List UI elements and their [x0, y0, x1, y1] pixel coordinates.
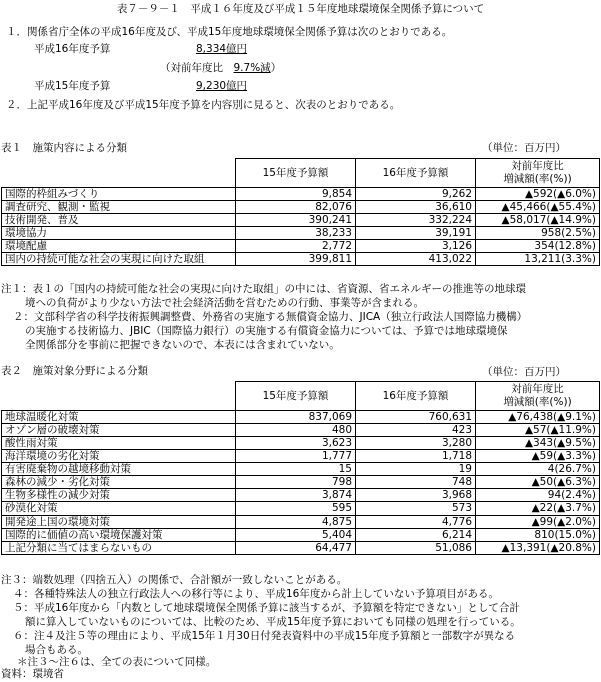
fy16-cell: 573 — [356, 502, 476, 515]
table2-header-diff-line2: 増減額(率(%)) — [503, 396, 572, 408]
table1-unit: （単位：百万円） — [482, 142, 566, 154]
table1-caption: 表１ 施策内容による分類 — [1, 142, 127, 154]
diff-cell: ▲592(▲6.0%) — [476, 188, 600, 201]
note-6-line2: 場合もある。 — [25, 644, 88, 656]
table-row — [2, 188, 600, 201]
row-label: 砂漠化対策 — [2, 502, 236, 515]
row-label: 調査研究、観測・監視 — [2, 201, 236, 214]
budget-ratio-prefix: （対前年度比 — [160, 62, 223, 74]
note-2-line3: 全関係部分を事前に把握できないので、本表には含まれていない。 — [25, 339, 340, 351]
table-row — [2, 424, 600, 437]
table1-header-diff — [476, 159, 600, 188]
fy16-cell: 9,262 — [356, 188, 476, 201]
fy15-cell: 798 — [236, 476, 356, 489]
fy15-cell: 3,623 — [236, 437, 356, 450]
fy16-cell: 1,718 — [356, 450, 476, 463]
table-row — [2, 502, 600, 515]
fy16-cell: 413,022 — [356, 253, 476, 266]
table2-header-diff-line1: 対前年度比 — [511, 383, 564, 395]
diff-cell: ▲13,391(▲20.8%) — [476, 541, 600, 554]
table1-header-blank — [2, 159, 236, 188]
fy15-cell: 5,404 — [236, 528, 356, 541]
row-label: 上記分類に当てはまらないもの — [2, 541, 236, 554]
fy16-cell: 36,610 — [356, 201, 476, 214]
table-row — [2, 489, 600, 502]
fy16-cell: 51,086 — [356, 541, 476, 554]
row-label: 有害廃棄物の越境移動対策 — [2, 463, 236, 476]
table1-header-row — [2, 159, 600, 188]
fy15-cell: 595 — [236, 502, 356, 515]
row-label: 国際的に価値の高い環境保護対策 — [2, 528, 236, 541]
fy16-cell: 4,776 — [356, 515, 476, 528]
table-row — [2, 437, 600, 450]
table-row — [2, 476, 600, 489]
table-row — [2, 227, 600, 240]
note-2-line1: ２：文部科学省の科学技術振興調整費、外務省の実施する無償資金協力、JICA（独立行政法人国際協力機構） — [13, 311, 528, 323]
fy15-cell: 4,875 — [236, 515, 356, 528]
diff-cell: ▲99(▲2.0%) — [476, 515, 600, 528]
intro-paragraph-2: ２．上記平成16年度及び平成15年度予算を内容別に見ると、次表のとおりである。 — [6, 99, 401, 111]
fy15-cell: 38,233 — [236, 227, 356, 240]
note-2-line2: の実施する技術協力、JBIC（国際協力銀行）の実施する有償資金協力については、予算では地球環境保 — [25, 325, 508, 337]
fy15-cell: 82,076 — [236, 201, 356, 214]
table-row — [2, 463, 600, 476]
fy15-cell: 3,874 — [236, 489, 356, 502]
note-1-line2: 境への負荷がより少ない方法で社会経済活動を営むための行動、事業等が含まれる。 — [25, 297, 424, 309]
table1-header-fy16: 16年度予算額 — [356, 159, 476, 188]
row-label: 海洋環境の劣化対策 — [2, 450, 236, 463]
row-label: 環境配慮 — [2, 240, 236, 253]
fy15-cell: 9,854 — [236, 188, 356, 201]
table-row — [2, 450, 600, 463]
budget-ratio — [160, 62, 281, 74]
table-row — [2, 515, 600, 528]
table2-header-blank — [2, 382, 236, 411]
table2-unit: （単位：百万円） — [482, 366, 566, 378]
table1 — [1, 158, 600, 266]
note-6-line1: ６：注４及注５等の理由により、平成15年１月30日付発表資料中の平成15年度予算額と一部数字が異なる — [13, 630, 516, 642]
fy15-cell: 2,772 — [236, 240, 356, 253]
fy16-cell: 19 — [356, 463, 476, 476]
diff-cell: ▲59(▲3.3%) — [476, 450, 600, 463]
diff-cell: ▲22(▲3.7%) — [476, 502, 600, 515]
source-note: 資料：環境省 — [1, 668, 64, 680]
fy16-cell: 423 — [356, 424, 476, 437]
fy16-cell: 3,280 — [356, 437, 476, 450]
table2-header-row — [2, 382, 600, 411]
table-row — [2, 411, 600, 424]
table-row — [2, 528, 600, 541]
diff-cell: 13,211(3.3%) — [476, 253, 600, 266]
diff-cell: 958(2.5%) — [476, 227, 600, 240]
fy15-cell: 1,777 — [236, 450, 356, 463]
note-3: 注３：端数処理（四捨五入）の関係で、合計額が一致しないことがある。 — [1, 574, 348, 586]
fy15-cell: 837,069 — [236, 411, 356, 424]
diff-cell: 810(15.0%) — [476, 528, 600, 541]
diff-cell: ▲58,017(▲14.9%) — [476, 214, 600, 227]
row-label: オゾン層の破壊対策 — [2, 424, 236, 437]
row-label: 技術開発、普及 — [2, 214, 236, 227]
table-row — [2, 253, 600, 266]
row-label: 生物多様性の減少対策 — [2, 489, 236, 502]
table2 — [1, 381, 600, 555]
table2-caption: 表２ 施策対象分野による分類 — [1, 365, 148, 377]
fy16-cell: 3,126 — [356, 240, 476, 253]
note-general: ＊注３～注６は、全ての表について同様。 — [17, 656, 217, 668]
table2-header-diff — [476, 382, 600, 411]
diff-cell: ▲45,466(▲55.4%) — [476, 201, 600, 214]
diff-cell: 354(12.8%) — [476, 240, 600, 253]
table-row — [2, 214, 600, 227]
table1-header-fy15: 15年度予算額 — [236, 159, 356, 188]
fy16-cell: 6,214 — [356, 528, 476, 541]
table1-header-diff-line1: 対前年度比 — [511, 160, 564, 172]
diff-cell: 94(2.4%) — [476, 489, 600, 502]
row-label: 開発途上国の環境対策 — [2, 515, 236, 528]
note-4: ４：各種特殊法人の独立行政法人への移行等により、平成16年度から計上していない予算項目がある。 — [13, 588, 499, 600]
table-row — [2, 541, 600, 554]
note-5-line2: 額に算入していないものについては、比較のため、平成15年度予算においても同様の処理を行っている。 — [25, 616, 521, 628]
diff-cell: ▲343(▲9.5%) — [476, 437, 600, 450]
diff-cell: ▲76,438(▲9.1%) — [476, 411, 600, 424]
diff-cell: 4(26.7%) — [476, 463, 600, 476]
row-label: 地球温暖化対策 — [2, 411, 236, 424]
fy16-cell: 332,224 — [356, 214, 476, 227]
intro-paragraph-1: １．関係省庁全体の平成16年度及び、平成15年度地球環境保全関係予算は次のとおりである。 — [6, 26, 453, 38]
fy16-budget-label: 平成16年度予算 — [34, 43, 111, 55]
fy15-budget-label: 平成15年度予算 — [34, 80, 111, 92]
page-title: 表７－９－１ 平成１６年度及び平成１５年度地球環境保全関係予算について — [116, 3, 485, 15]
fy15-cell: 480 — [236, 424, 356, 437]
note-5-line1: ５：平成16年度から「内数として地球環境保全関係予算に該当するが、予算額を特定できない」として合計 — [13, 602, 520, 614]
row-label: 酸性雨対策 — [2, 437, 236, 450]
fy15-cell: 64,477 — [236, 541, 356, 554]
diff-cell: ▲50(▲6.3%) — [476, 476, 600, 489]
fy16-cell: 760,631 — [356, 411, 476, 424]
row-label: 国際的枠組みづくり — [2, 188, 236, 201]
budget-ratio-suffix: ） — [270, 62, 282, 74]
table2-header-fy15: 15年度予算額 — [236, 382, 356, 411]
fy15-cell: 399,811 — [236, 253, 356, 266]
table-row — [2, 240, 600, 253]
fy16-cell: 3,968 — [356, 489, 476, 502]
fy16-cell: 39,191 — [356, 227, 476, 240]
table-row — [2, 201, 600, 214]
table2-header-fy16: 16年度予算額 — [356, 382, 476, 411]
row-label: 森林の減少・劣化対策 — [2, 476, 236, 489]
table1-header-diff-line2: 増減額(率(%)) — [503, 173, 572, 185]
fy15-budget-value: 9,230億円 — [196, 80, 248, 92]
row-label: 国内の持続可能な社会の実現に向けた取組 — [2, 253, 236, 266]
fy15-cell: 15 — [236, 463, 356, 476]
fy16-cell: 748 — [356, 476, 476, 489]
budget-ratio-value: 9.7%減 — [233, 62, 271, 74]
note-1-line1: 注１：表１の「国内の持続可能な社会の実現に向けた取組」の中には、省資源、省エネルギーの推進等の地球環 — [1, 283, 526, 295]
row-label: 環境協力 — [2, 227, 236, 240]
fy16-budget-value: 8,334億円 — [196, 43, 248, 55]
fy15-cell: 390,241 — [236, 214, 356, 227]
diff-cell: ▲57(▲11.9%) — [476, 424, 600, 437]
